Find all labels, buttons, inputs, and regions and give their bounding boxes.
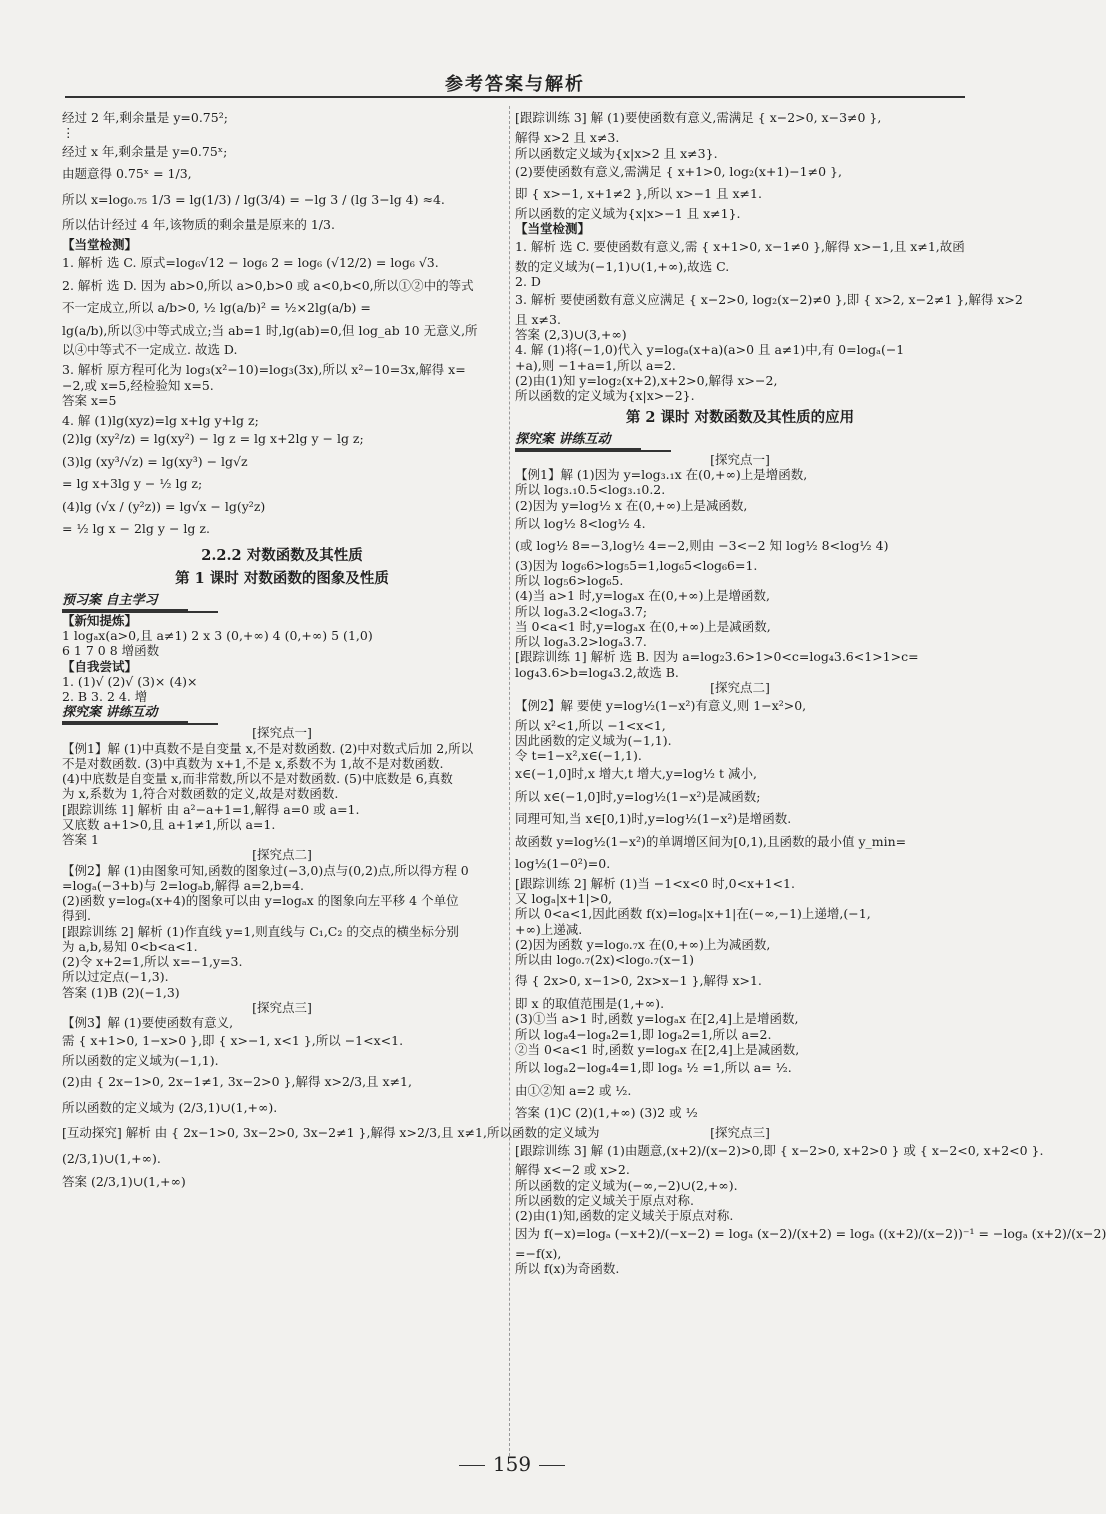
right-line: 所以 0<a<1,因此函数 f(x)=logₐ|x+1|在(−∞,−1)上递增,(−1, xyxy=(515,906,871,922)
footer-dash-left xyxy=(459,1465,485,1466)
left-line: 得到. xyxy=(62,908,91,924)
section-band: 预习案 自主学习 xyxy=(62,593,188,611)
right-line: 【当堂检测】 xyxy=(515,221,591,236)
left-line: 【例3】解 (1)要使函数有意义, xyxy=(62,1015,234,1031)
left-line: 经过 2 年,剩余量是 y=0.75²; xyxy=(62,110,228,125)
page-number: 159 xyxy=(492,1452,532,1476)
right-line: 解得 x>2 且 x≠3. xyxy=(515,130,620,146)
right-line: 所以函数的定义域为{x|x>−1 且 x≠1}. xyxy=(515,205,741,221)
right-line: 所以 logₐ4−logₐ2=1,即 logₐ2=1,所以 a=2. xyxy=(515,1026,772,1042)
right-line: (3)因为 log₆6>log₅5=1,log₆5<log₆6=1. xyxy=(515,557,758,573)
right-line: 当 0<a<1 时,y=logₐx 在(0,+∞)上是减函数, xyxy=(515,618,771,634)
right-line: 得 { 2x>0, x−1>0, 2x>x−1 },解得 x>1. xyxy=(515,973,762,989)
left-line: lg(a/b),所以③中等式成立;当 ab=1 时,lg(ab)=0,但 log_ab 10 无意义,所 xyxy=(62,322,478,338)
left-line: 经过 x 年,剩余量是 y=0.75ˣ; xyxy=(62,143,228,159)
right-line: 2. D xyxy=(515,274,541,289)
right-line: 所以函数的定义域为(−∞,−2)∪(2,+∞). xyxy=(515,1177,738,1193)
right-line: 所以 log½ 8<log½ 4. xyxy=(515,515,646,531)
left-line: 1 logₐx(a>0,且 a≠1) 2 x 3 (0,+∞) 4 (0,+∞) 5 (1,0) xyxy=(62,628,373,644)
right-line: 所以 f(x)为奇函数. xyxy=(515,1261,620,1277)
section-band: 探究案 讲练互动 xyxy=(62,705,188,723)
right-line: 所以函数的定义域关于原点对称. xyxy=(515,1192,694,1208)
left-line: 所以函数的定义域为(−1,1). xyxy=(62,1052,219,1068)
left-line: 所以函数的定义域为 (2/3,1)∪(1,+∞). xyxy=(62,1099,278,1115)
right-line: 答案 (2,3)∪(3,+∞) xyxy=(515,327,627,342)
left-line xyxy=(62,705,218,725)
left-line: 不一定成立,所以 a/b>0, ½ lg(a/b)² = ½×2lg(a/b) = xyxy=(62,300,371,315)
left-line: [互动探究] 解析 由 { 2x−1>0, 3x−2>0, 3x−2≠1 },解得 x>2/3,且 x≠1,所以函数的定义域为 xyxy=(62,1125,600,1141)
left-line: 第 1 课时 对数函数的图象及性质 xyxy=(175,570,389,588)
left-line: 由题意得 0.75ˣ = 1/3, xyxy=(62,166,192,181)
right-line: (2)因为函数 y=log₀.₇x 在(0,+∞)上为减函数, xyxy=(515,936,771,952)
right-line xyxy=(515,432,671,452)
right-line: =−f(x), xyxy=(515,1245,562,1261)
right-line: 故函数 y=log½(1−x²)的单调增区间为[0,1),且函数的最小值 y_min= xyxy=(515,833,907,849)
left-line: 【当堂检测】 xyxy=(62,236,138,252)
left-line: ⋮ xyxy=(62,125,75,141)
right-line: 所以 logₐ3.2>logₐ3.7. xyxy=(515,634,647,650)
left-line: =logₐ(−3+b)与 2=logₐb,解得 a=2,b=4. xyxy=(62,877,304,893)
right-line: [跟踪训练 2] 解析 (1)当 −1<x<0 时,0<x+1<1. xyxy=(515,875,795,891)
right-line: 答案 (1)C (2)(1,+∞) (3)2 或 ½ xyxy=(515,1105,698,1121)
right-line: 因为 f(−x)=logₐ (−x+2)/(−x−2) = logₐ (x−2)/(x+2) = logₐ ((x+2)/(x−2))⁻¹ = −logₐ (x+2)/(x−2) xyxy=(515,1226,1106,1242)
left-line: 又底数 a+1>0,且 a+1≠1,所以 a=1. xyxy=(62,816,276,832)
left-line: 2.2.2 对数函数及其性质 xyxy=(201,546,363,564)
footer-dash-right xyxy=(539,1465,565,1466)
left-line: (2)lg (xy²/z) = lg(xy²) − lg z = lg x+2lg y − lg z; xyxy=(62,431,364,447)
page-header xyxy=(65,70,965,98)
right-line: (2)由(1)知,函数的定义域关于原点对称. xyxy=(515,1208,734,1224)
right-line: 又 logₐ|x+1|>0, xyxy=(515,891,613,907)
right-line: 令 t=1−x²,x∈(−1,1). xyxy=(515,748,642,764)
left-line: [跟踪训练 2] 解析 (1)作直线 y=1,则直线与 C₁,C₂ 的交点的横坐标分别 xyxy=(62,923,459,939)
section-band: 探究案 讲练互动 xyxy=(515,432,641,450)
page-footer xyxy=(0,1452,1024,1476)
header-title: 参考答案与解析 xyxy=(445,74,585,95)
left-line: 以④中等式不一定成立. 故选 D. xyxy=(62,342,238,357)
left-line: 1. (1)√ (2)√ (3)× (4)× xyxy=(62,673,198,689)
right-line: x∈(−1,0]时,x 增大,t 增大,y=log½ t 减小, xyxy=(515,766,757,782)
left-line: [跟踪训练 1] 解析 由 a²−a+1=1,解得 a=0 或 a=1. xyxy=(62,801,360,817)
right-line: (4)当 a>1 时,y=logₐx 在(0,+∞)上是增函数, xyxy=(515,588,770,604)
left-line: 【例1】解 (1)中真数不是自变量 x,不是对数函数. (2)中对数式后加 2,所以 xyxy=(62,740,474,756)
right-line: (3)①当 a>1 时,函数 y=logₐx 在[2,4]上是增函数, xyxy=(515,1011,799,1027)
left-line: 为 x,系数为 1,符合对数函数的定义,故是对数函数. xyxy=(62,786,339,802)
left-line: 6 1 7 0 8 增函数 xyxy=(62,643,160,659)
left-line: (2/3,1)∪(1,+∞). xyxy=(62,1151,161,1167)
left-line: (2)函数 y=logₐ(x+4)的图象可以由 y=logₐx 的图象向左平移 4 个单位 xyxy=(62,893,459,909)
right-line: [跟踪训练 3] 解 (1)由题意,(x+2)/(x−2)>0,即 { x−2>0, x+2>0 } 或 { x−2<0, x+2<0 }. xyxy=(515,1142,1044,1158)
left-line: (2)令 x+2=1,所以 x=−1,y=3. xyxy=(62,954,243,970)
left-line: 答案 x=5 xyxy=(62,392,117,408)
left-line: 答案 (1)B (2)(−1,3) xyxy=(62,984,180,1000)
left-line: [探究点一] xyxy=(252,725,312,741)
right-line: 第 2 课时 对数函数及其性质的应用 xyxy=(625,409,855,427)
right-line: 所以 logₐ2−logₐ4=1,即 logₐ ½ =1,所以 a= ½. xyxy=(515,1060,792,1076)
left-line: 答案 1 xyxy=(62,832,99,848)
right-line: (2)因为 y=log½ x 在(0,+∞)上是减函数, xyxy=(515,497,748,513)
left-line: (4)lg (√x / (y²z)) = lg√x − lg(y²z) xyxy=(62,498,266,514)
left-line: (3)lg (xy³/√z) = lg(xy³) − lg√z xyxy=(62,453,248,469)
right-line: 3. 解析 要使函数有意义应满足 { x−2>0, log₂(x−2)≠0 },即 { x>2, x−2≠1 },解得 x>2 xyxy=(515,292,1023,308)
left-line: = ½ lg x − 2lg y − lg z. xyxy=(62,521,210,537)
right-line: (2)由(1)知 y=log₂(x+2),x+2>0,解得 x>−2, xyxy=(515,372,778,388)
right-line: 所以函数定义域为{x|x>2 且 x≠3}. xyxy=(515,145,718,161)
right-line: log₄3.6>b=log₄3.2,故选 B. xyxy=(515,664,679,680)
right-line: [探究点一] xyxy=(710,451,770,467)
left-line: [探究点二] xyxy=(252,847,312,863)
left-line: −2,或 x=5,经检验知 x=5. xyxy=(62,377,214,393)
right-line: 【例2】解 要使 y=log½(1−x²)有意义,则 1−x²>0, xyxy=(515,698,807,714)
right-line: 因此函数的定义域为(−1,1). xyxy=(515,732,672,748)
left-line xyxy=(62,593,218,613)
left-line: 所以过定点(−1,3). xyxy=(62,969,169,985)
right-line: 即 { x>−1, x+1≠2 },所以 x>−1 且 x≠1. xyxy=(515,186,762,202)
column-divider xyxy=(509,106,510,1456)
left-line: 为 a,b,易知 0<b<a<1. xyxy=(62,938,198,954)
right-line: 4. 解 (1)将(−1,0)代入 y=logₐ(x+a)(a>0 且 a≠1)中,有 0=logₐ(−1 xyxy=(515,342,905,358)
left-line: 【例2】解 (1)由图象可知,函数的图象过(−3,0)点与(0,2)点,所以得方程 0 xyxy=(62,862,469,878)
right-line: log½(1−0²)=0. xyxy=(515,856,611,872)
left-line: 所以 x=log₀.₇₅ 1/3 = lg(1/3) / lg(3/4) = −lg 3 / (lg 3−lg 4) ≈4. xyxy=(62,191,445,207)
left-line: 不是对数函数. (3)中真数为 x+1,不是 x,系数不为 1,故不是对数函数. xyxy=(62,755,444,771)
right-line: (或 log½ 8=−3,log½ 4=−2,则由 −3<−2 知 log½ 8<log½ 4) xyxy=(515,538,889,554)
right-line: 且 x≠3. xyxy=(515,311,561,327)
left-line: [探究点三] xyxy=(252,999,312,1015)
right-line: 解得 x<−2 或 x>2. xyxy=(515,1162,630,1178)
left-line: 【新知提炼】 xyxy=(62,612,138,628)
right-line: (2)要使函数有意义,需满足 { x+1>0, log₂(x+1)−1≠0 }, xyxy=(515,163,842,179)
left-line: 答案 (2/3,1)∪(1,+∞) xyxy=(62,1173,186,1189)
right-line: [探究点三] xyxy=(710,1124,770,1140)
left-line: 所以估计经过 4 年,该物质的剩余量是原来的 1/3. xyxy=(62,217,335,233)
right-line: +a),则 −1+a=1,所以 a=2. xyxy=(515,357,676,373)
right-line: 所以由 log₀.₇(2x)<log₀.₇(x−1) xyxy=(515,952,694,968)
left-line: (2)由 { 2x−1>0, 2x−1≠1, 3x−2>0 },解得 x>2/3,且 x≠1, xyxy=(62,1074,412,1090)
left-line: 2. B 3. 2 4. 增 xyxy=(62,689,148,705)
right-line: 所以 logₐ3.2<logₐ3.7; xyxy=(515,603,648,619)
right-line: ②当 0<a<1 时,函数 y=logₐx 在[2,4]上是减函数, xyxy=(515,1041,800,1057)
right-line: 【例1】解 (1)因为 y=log₃.₁x 在(0,+∞)上是增函数, xyxy=(515,467,808,483)
left-line: (4)中底数是自变量 x,而非常数,所以不是对数函数. (5)中底数是 6,真数 xyxy=(62,771,453,787)
left-line: 3. 解析 原方程可化为 log₃(x²−10)=log₃(3x),所以 x²−10=3x,解得 x= xyxy=(62,362,466,378)
right-line: [探究点二] xyxy=(710,679,770,695)
left-line: 【自我尝试】 xyxy=(62,658,138,674)
right-line: 所以函数的定义域为{x|x>−2}. xyxy=(515,388,695,403)
left-line: = lg x+3lg y − ½ lg z; xyxy=(62,476,203,492)
right-line: [跟踪训练 1] 解析 选 B. 因为 a=log₂3.6>1>0<c=log₄3.6<1>1>c= xyxy=(515,649,919,665)
right-line: 数的定义域为(−1,1)∪(1,+∞),故选 C. xyxy=(515,258,730,274)
right-line: 所以 log₅6>log₆5. xyxy=(515,573,624,589)
left-line: 2. 解析 选 D. 因为 ab>0,所以 a>0,b>0 或 a<0,b<0,所以①②中的等式 xyxy=(62,277,474,293)
left-line: 4. 解 (1)lg(xyz)=lg x+lg y+lg z; xyxy=(62,413,259,428)
right-line: 所以 log₃.₁0.5<log₃.₁0.2. xyxy=(515,482,666,498)
left-line: 需 { x+1>0, 1−x>0 },即 { x>−1, x<1 },所以 −1<x<1. xyxy=(62,1033,404,1049)
right-line: 所以 x∈(−1,0]时,y=log½(1−x²)是减函数; xyxy=(515,788,761,804)
right-line: 1. 解析 选 C. 要使函数有意义,需 { x+1>0, x−1≠0 },解得 x>−1,且 x≠1,故函 xyxy=(515,239,965,255)
right-line: [跟踪训练 3] 解 (1)要使函数有意义,需满足 { x−2>0, x−3≠0 }, xyxy=(515,110,882,125)
right-column xyxy=(515,110,1106,1277)
right-line: 即 x 的取值范围是(1,+∞). xyxy=(515,996,665,1012)
left-line: 1. 解析 选 C. 原式=log₆√12 − log₆ 2 = log₆ (√12/2) = log₆ √3. xyxy=(62,255,439,270)
right-line: 同理可知,当 x∈[0,1)时,y=log½(1−x²)是增函数. xyxy=(515,811,792,827)
right-line: +∞)上递减. xyxy=(515,921,583,937)
right-line: 所以 x²<1,所以 −1<x<1, xyxy=(515,717,666,733)
right-line: 由①②知 a=2 或 ½. xyxy=(515,1082,632,1098)
